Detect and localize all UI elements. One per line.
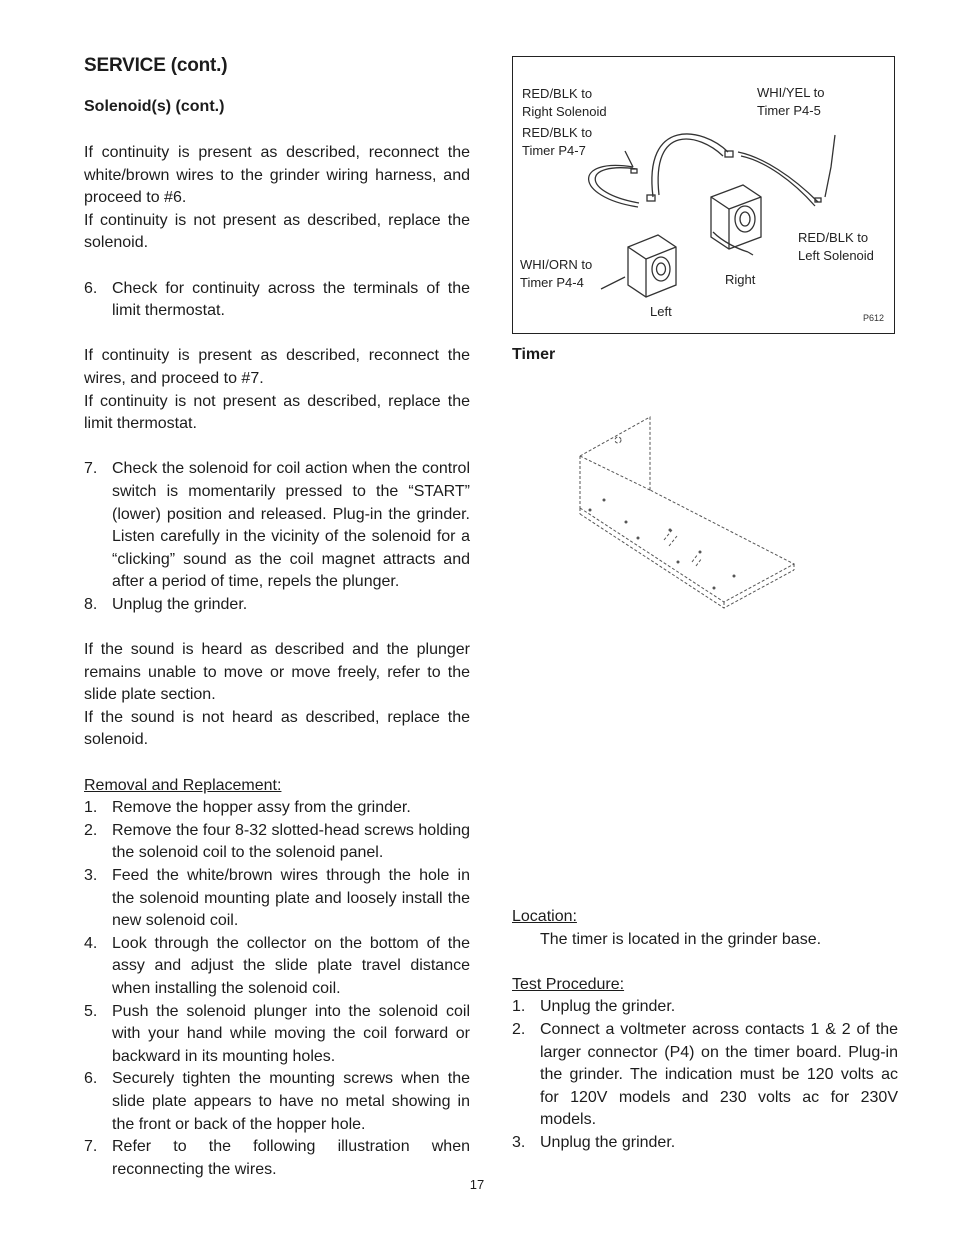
list-item-test-1: 1. Unplug the grinder. <box>512 998 676 1016</box>
list-item-step-6: 6. Check for continuity across the terminals of the limit thermostat. <box>84 279 470 320</box>
timer-base-illustration <box>574 412 804 612</box>
label-left-solenoid: Left <box>650 304 672 319</box>
paragraph-sound-not-heard: If the sound is not heard as described, replace the solenoid. <box>84 708 470 749</box>
label-right-solenoid: Right <box>725 272 756 287</box>
label-whi-orn-timer-p4-4: WHI/ORN to Timer P4-4 <box>520 257 593 290</box>
removal-heading: Removal and Replacement: <box>84 776 282 794</box>
paragraph-sound-heard: If the sound is heard as described and the plunger remains unable to move or move freely, refer to the slide plate section. <box>84 641 470 704</box>
page-number: 17 <box>469 1177 485 1192</box>
list-item-removal-1: 1. Remove the hopper assy from the grinder. <box>84 799 411 817</box>
list-item-test-2: 2. Connect a voltmeter across contacts 1 & 2 of the larger connector (P4) on the timer board. Plug-in the grinder. The indication must be 120 volts ac for 120V models and 230 volts ac for 230V models. <box>512 1020 898 1129</box>
timer-body-text <box>512 906 898 1155</box>
list-item-removal-3: 3. Feed the white/brown wires through the hole in the solenoid mounting plate and loosely install the new solenoid coil. <box>84 867 470 930</box>
solenoid-wiring-figure <box>512 56 895 334</box>
label-whi-yel-timer-p4-5: WHI/YEL to Timer P4-5 <box>757 85 825 118</box>
section-subtitle: Solenoid(s) (cont.) <box>84 98 225 115</box>
paragraph-continuity-present: If continuity is present as described, reconnect the white/brown wires to the grinder wiring harness, and proceed to #6. <box>84 144 470 207</box>
label-red-blk-left-solenoid: RED/BLK to Left Solenoid <box>798 230 874 263</box>
left-body-text <box>84 142 470 1181</box>
paragraph-continuity-absent: If continuity is not present as described, replace the solenoid. <box>84 211 470 252</box>
list-item-step-7: 7. Check the solenoid for coil action when the control switch is momentarily pressed to the “START” (lower) position and released. Plug-in the grinder. Listen carefully in the vicinity of the solenoid for a “clicking” sound as the coil magnet attracts and after a period of time, repels the plunger. <box>84 460 470 591</box>
list-item-removal-7: 7. Refer to the following illustration when reconnecting the wires. <box>84 1138 470 1178</box>
paragraph-thermostat-absent: If continuity is not present as described, replace the limit thermostat. <box>84 392 470 433</box>
list-item-removal-6: 6. Securely tighten the mounting screws when the slide plate appears to have no metal showing in the front or back of the hopper hole. <box>84 1070 470 1133</box>
location-text: The timer is located in the grinder base. <box>540 930 822 948</box>
list-item-test-3: 3. Unplug the grinder. <box>512 1133 676 1151</box>
location-heading: Location: <box>512 908 577 925</box>
list-item-step-8: 8. Unplug the grinder. <box>84 595 248 613</box>
list-item-removal-5: 5. Push the solenoid plunger into the solenoid coil with your hand while moving the coil forward or backward in its mounting holes. <box>84 1002 470 1065</box>
test-procedure-heading: Test Procedure: <box>512 975 625 993</box>
page-title: SERVICE (cont.) <box>84 55 228 76</box>
label-red-blk-timer-p4-7: RED/BLK to Timer P4-7 <box>522 125 593 158</box>
list-item-removal-2: 2. Remove the four 8-32 slotted-head screws holding the solenoid coil to the solenoid panel. <box>84 821 470 862</box>
figure-code: P612 <box>862 313 884 323</box>
paragraph-thermostat-present: If continuity is present as described, reconnect the wires, and proceed to #7. <box>84 347 470 387</box>
label-red-blk-right-solenoid: RED/BLK to Right Solenoid <box>522 86 607 119</box>
list-item-removal-4: 4. Look through the collector on the bottom of the assy and adjust the slide plate travel distance when installing the solenoid coil. <box>84 934 470 997</box>
timer-title: Timer <box>512 346 556 363</box>
